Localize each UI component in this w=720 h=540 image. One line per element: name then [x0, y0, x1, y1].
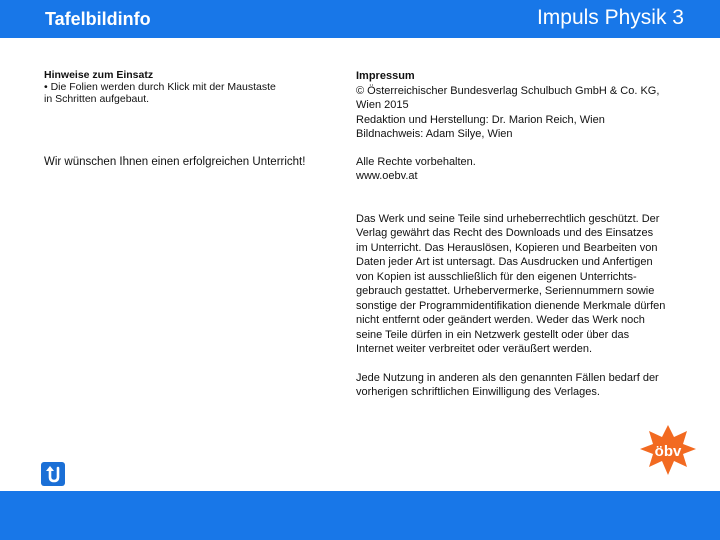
- logo-text: öbv: [654, 443, 682, 460]
- header-bar: [0, 0, 720, 38]
- copyright-line: seine Teile dürfen in ein Netzwerk gestellt oder über das: [356, 328, 630, 341]
- imprint-line: © Österreichischer Bundesverlag Schulbuch GmbH & Co. KG,: [356, 84, 660, 97]
- copyright-line: im Unterricht. Das Herauslösen, Kopieren und Bearbeiten von: [356, 241, 658, 254]
- copyright-paragraph: [356, 212, 696, 357]
- copyright-line: sonstige der Programmidentifikation dienende Merkmale dürfen: [356, 299, 666, 312]
- imprint-heading: Impressum: [356, 70, 415, 82]
- copyright-line: von Kopien ist ausschließlich für den eigenen Unterrichts-: [356, 270, 637, 283]
- header-subtitle: Impuls Physik 3: [536, 6, 684, 29]
- website-link[interactable]: www.oebv.at: [356, 170, 418, 182]
- copyright-line: Daten jeder Art ist untersagt. Das Ausdrucken und Anfertigen: [356, 256, 653, 268]
- imprint: [356, 69, 696, 400]
- oebv-logo: [638, 423, 698, 479]
- usage-paragraph: [356, 371, 696, 400]
- usage-heading: Hinweise zum Einsatz: [44, 69, 154, 81]
- usage-line: Jede Nutzung in anderen als den genannten Fällen bedarf der: [356, 371, 659, 384]
- copyright-line: gebrauch gestattet. Urhebervermerke, Seriennummern sowie: [356, 285, 655, 297]
- imprint-line: Wien 2015: [356, 99, 409, 111]
- usage-notes: [44, 69, 314, 168]
- header-title: Tafelbildinfo: [45, 9, 151, 29]
- copyright-line: Das Werk und seine Teile sind urheberrechtlich geschützt. Der: [356, 212, 660, 225]
- closing-text: Wir wünschen Ihnen einen erfolgreichen Unterricht!: [44, 156, 306, 168]
- usage-note-line: • Die Folien werden durch Klick mit der Maustaste: [44, 81, 276, 93]
- footer-bar: [0, 491, 720, 540]
- imprint-line: Bildnachweis: Adam Silye, Wien: [356, 128, 513, 140]
- imprint-line: Redaktion und Herstellung: Dr. Marion Reich, Wien: [356, 113, 605, 126]
- rights-text: Alle Rechte vorbehalten.: [356, 155, 476, 168]
- copyright-line: Internet weiter verbreitet oder veräußert werden.: [356, 343, 593, 355]
- rights-block: [356, 155, 696, 184]
- usage-line: vorherigen schriftlichen Einwilligung des Verlages.: [356, 386, 600, 398]
- return-arrow-icon[interactable]: [41, 462, 65, 486]
- usage-note-line: in Schritten aufgebaut.: [44, 93, 150, 105]
- copyright-line: nicht entfernt oder geändert werden. Weder das Werk noch: [356, 314, 645, 326]
- copyright-line: Verlag gewährt das Recht des Downloads und des Einsatzes: [356, 227, 654, 239]
